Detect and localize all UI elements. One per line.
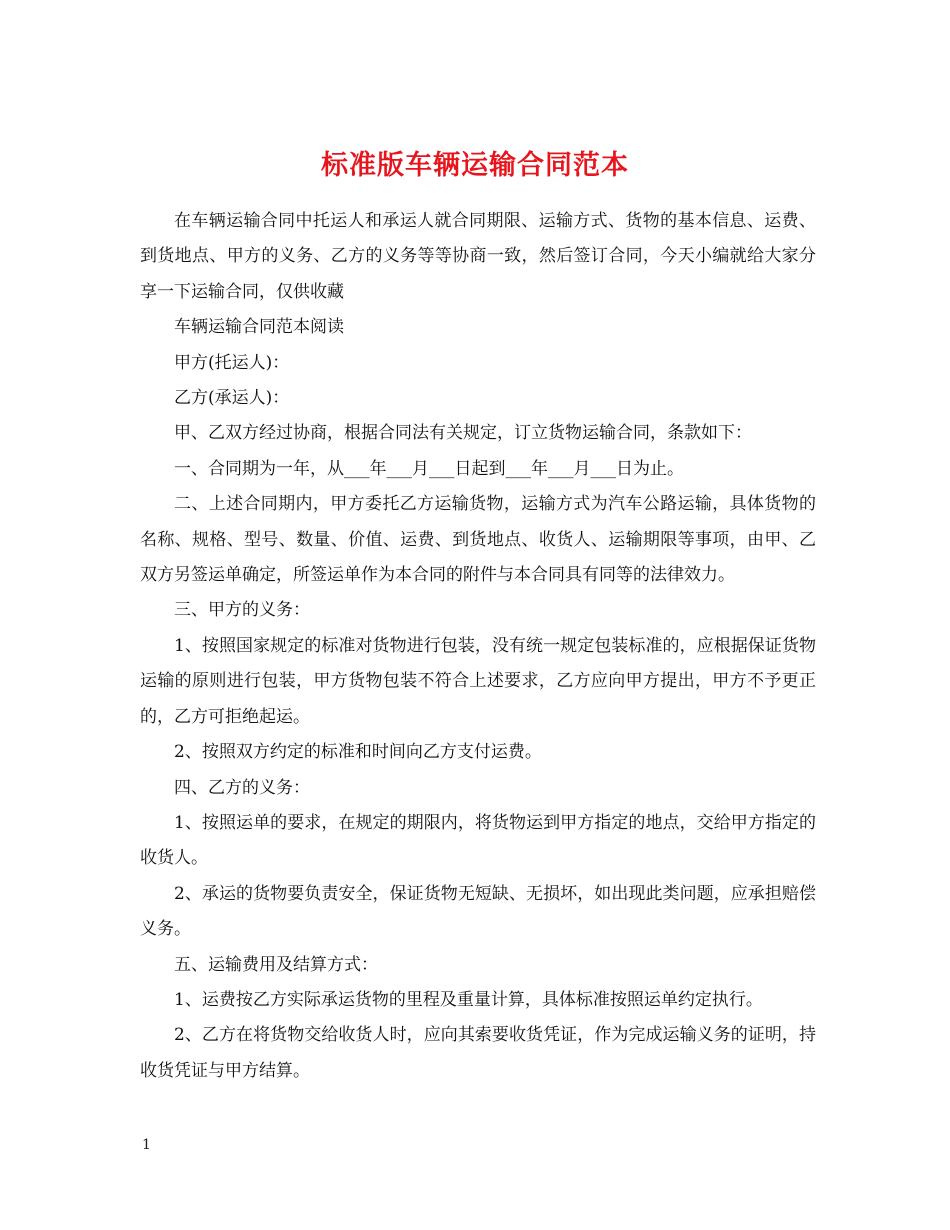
document-title: 标准版车辆运输合同范本 <box>321 150 629 182</box>
party-b-line: 乙方(承运人)： <box>174 388 290 409</box>
fees-clause-2: 2、乙方在将货物交给收货人时，应向其索要收货凭证，作为完成运输义务的证明，持收货凭证与甲方结算。 <box>140 1025 816 1081</box>
agreement-preamble: 甲、乙双方经过协商，根据合同法有关规定，订立货物运输合同，条款如下： <box>174 423 752 444</box>
party-b-duties-heading: 四、乙方的义务： <box>174 777 310 798</box>
party-b-duty-2: 2、承运的货物要负责安全，保证货物无短缺、无损坏，如出现此类问题，应承担赔偿义务。 <box>140 883 816 940</box>
party-a-line: 甲方(托运人)： <box>174 352 290 373</box>
party-a-duties-heading: 三、甲方的义务： <box>174 600 310 621</box>
section-heading: 车辆运输合同范本阅读 <box>174 317 344 338</box>
intro-paragraph: 在车辆运输合同中托运人和承运人就合同期限、运输方式、货物的基本信息、运费、到货地点、甲方的义务、乙方的义务等等协商一致，然后签订合同，今天小编就给大家分享一下运输合同，仅供收藏 <box>140 211 816 302</box>
clause-term: 一、合同期为一年，从___年___月___日起到___年___月___日为止。 <box>174 458 684 479</box>
page-number: 1 <box>142 1137 151 1153</box>
fees-clause-1: 1、运费按乙方实际承运货物的里程及重量计算，具体标准按照运单约定执行。 <box>174 989 763 1010</box>
fees-heading: 五、运输费用及结算方式： <box>174 954 378 975</box>
clause-transport-scope: 二、上述合同期内，甲方委托乙方运输货物，运输方式为汽车公路运输，具体货物的名称、规格、型号、数量、价值、运费、到货地点、收货人、运输期限等事项，由甲、乙双方另签运单确定，所签运单作为本合同的附件与本合同具有同等的法律效力。 <box>140 494 816 586</box>
party-b-duty-1: 1、按照运单的要求，在规定的期限内，将货物运到甲方指定的地点，交给甲方指定的收货人。 <box>140 812 816 869</box>
party-a-duty-2: 2、按照双方约定的标准和时间向乙方支付运费。 <box>174 742 542 763</box>
party-a-duty-1: 1、按照国家规定的标准对货物进行包装，没有统一规定包装标准的，应根据保证货物运输的原则进行包装，甲方货物包装不符合上述要求，乙方应向甲方提出，甲方不予更正的，乙方可拒绝起运。 <box>140 635 816 727</box>
document-body <box>140 204 816 1089</box>
